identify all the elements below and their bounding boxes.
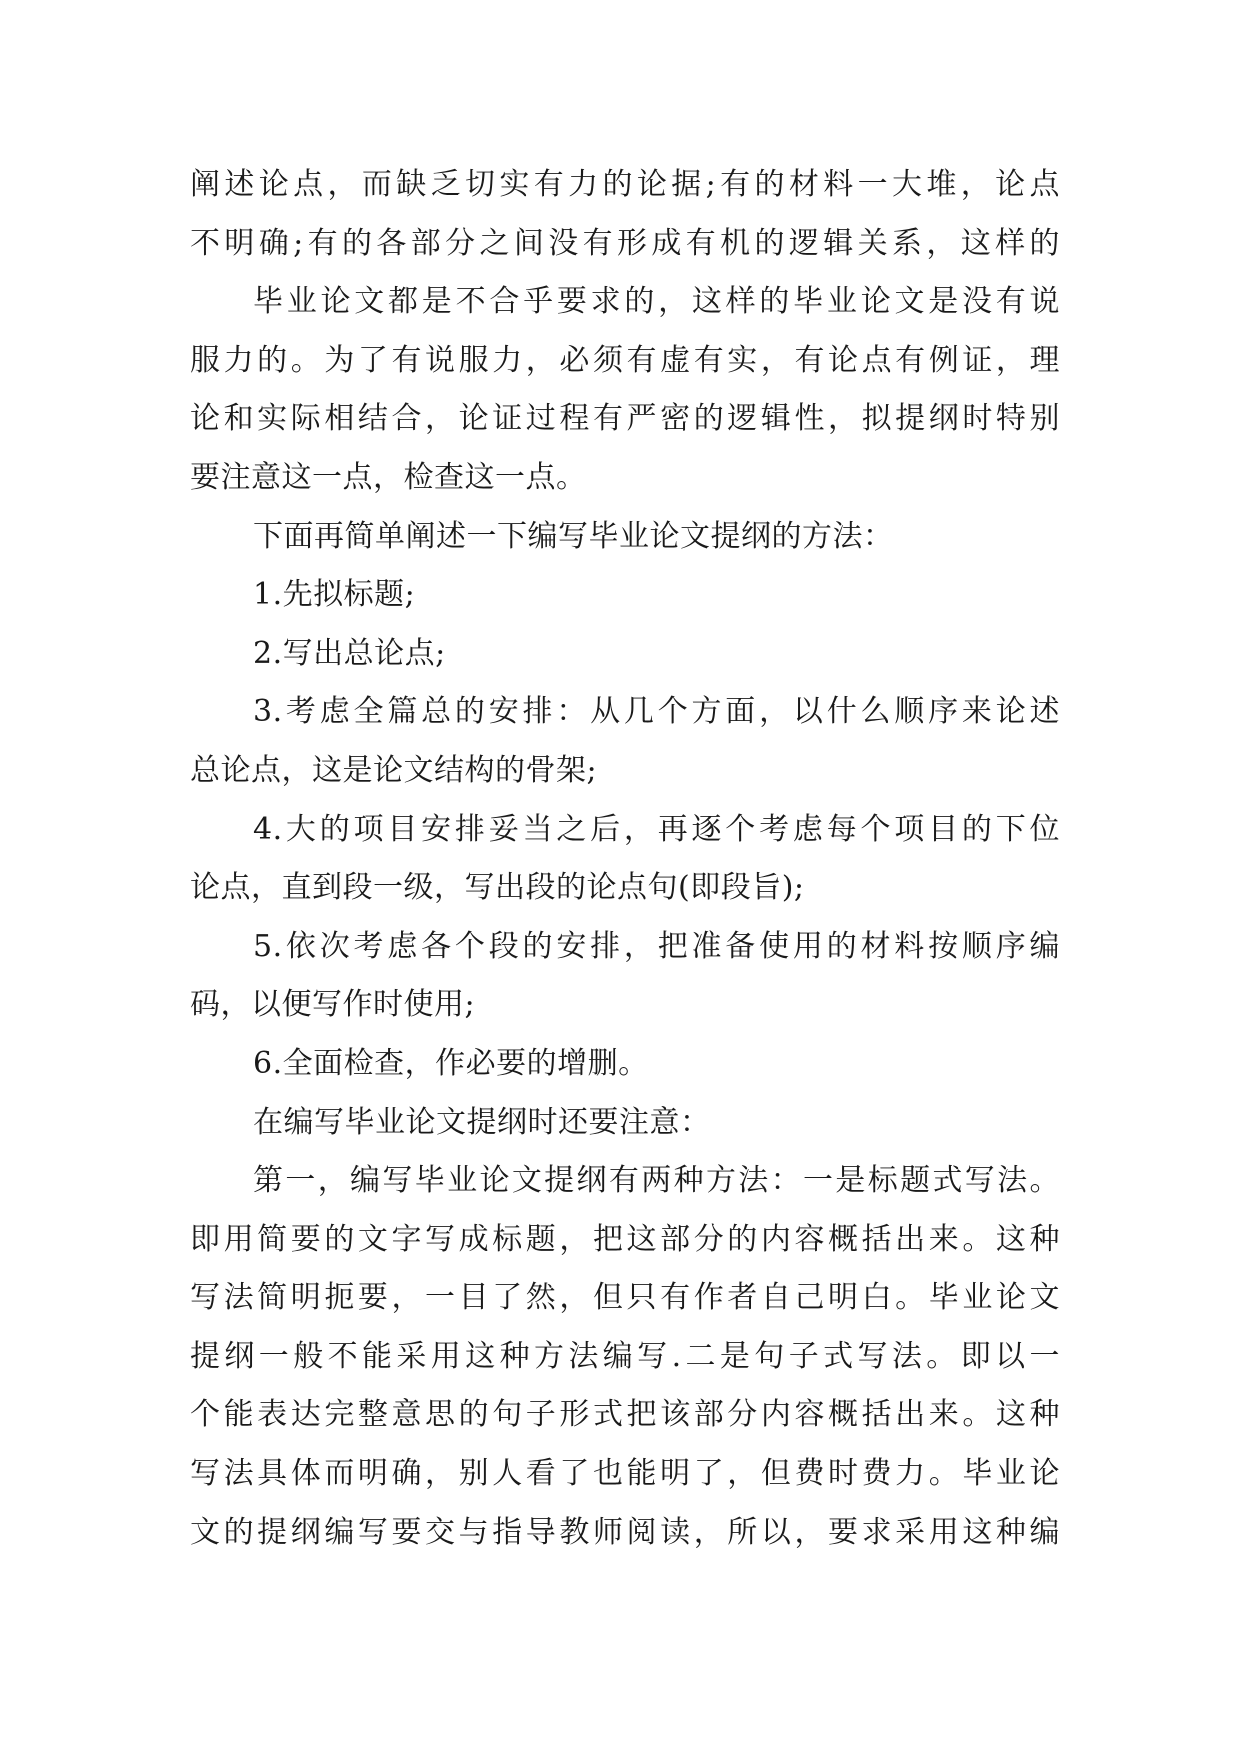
text-line: 总论点，这是论文结构的骨架; [190,752,598,788]
text-line: 服力的。为了有说服力，必须有虚有实，有论点有例证，理 [190,342,1060,378]
text-line: 1.先拟标题; [253,577,416,613]
text-line: 码，以便写作时使用; [190,987,476,1023]
text-line: 文的提纲编写要交与指导教师阅读，所以，要求采用这种编 [190,1514,1060,1550]
document-body [190,156,1060,1562]
text-line: 要注意这一点，检查这一点。 [190,459,587,495]
text-line: 4.大的项目安排妥当之后，再逐个考虑每个项目的下位 [253,811,1060,847]
text-line: 个能表达完整意思的句子形式把该部分内容概括出来。这种 [190,1397,1060,1433]
text-line: 毕业论文都是不合乎要求的，这样的毕业论文是没有说 [253,284,1060,320]
text-line: 写法具体而明确，别人看了也能明了，但费时费力。毕业论 [190,1456,1060,1492]
text-line: 提纲一般不能采用这种方法编写.二是句子式写法。即以一 [190,1338,1060,1374]
text-line: 2.写出总论点; [253,635,446,671]
text-line: 5.依次考虑各个段的安排，把准备使用的材料按顺序编 [253,928,1060,964]
text-line: 下面再简单阐述一下编写毕业论文提纲的方法： [253,518,894,554]
text-line: 6.全面检查，作必要的增删。 [253,1045,649,1081]
text-line: 论点，直到段一级，写出段的论点句(即段旨); [190,870,805,906]
text-line: 论和实际相结合，论证过程有严密的逻辑性，拟提纲时特别 [190,401,1060,437]
text-line: 第一，编写毕业论文提纲有两种方法：一是标题式写法。 [253,1163,1060,1199]
text-line: 不明确;有的各部分之间没有形成有机的逻辑关系，这样的 [190,225,1060,261]
text-line: 阐述论点，而缺乏切实有力的论据;有的材料一大堆，论点 [190,167,1060,202]
text-line: 在编写毕业论文提纲时还要注意： [253,1104,711,1140]
text-line: 3.考虑全篇总的安排：从几个方面，以什么顺序来论述 [253,694,1060,730]
text-line: 写法简明扼要，一目了然，但只有作者自己明白。毕业论文 [190,1280,1060,1316]
text-line: 即用简要的文字写成标题，把这部分的内容概括出来。这种 [190,1221,1060,1257]
